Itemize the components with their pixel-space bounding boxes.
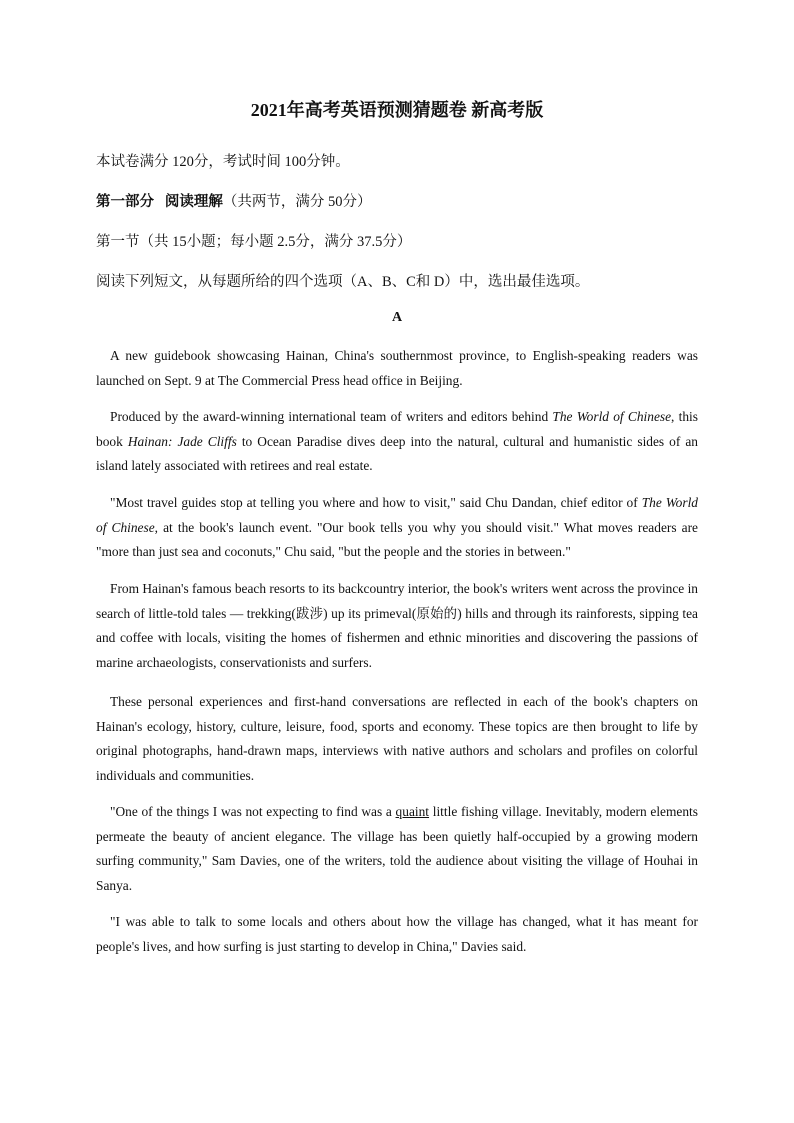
exam-info: 本试卷满分 120分，考试时间 100分钟。 <box>96 154 350 170</box>
underlined-word: quaint <box>395 804 430 819</box>
paragraph-7: "I was able to talk to some locals and others about how the village has changed, what it has meant for people's lives, and how surfing is just starting to develop in China," Davies said. <box>96 914 698 954</box>
paragraph-1: A new guidebook showcasing Hainan, China's southernmost province, to English-speaking readers was launched on Sept. 9 at The Commercial Press head office in Beijing. <box>96 348 698 388</box>
paragraph-2 <box>96 405 698 479</box>
page-title: 2021年高考英语预测猜题卷 新高考版 <box>250 100 544 120</box>
passage-letter: A <box>391 310 403 325</box>
paragraph-6 <box>96 800 698 898</box>
part-one-heading <box>96 190 716 211</box>
magazine-title: The World of Chinese <box>96 495 698 535</box>
part-one-detail: （共两节，满分 50分） <box>222 194 372 210</box>
paragraph-3 <box>96 491 698 565</box>
instructions: 阅读下列短文，从每题所给的四个选项（A、B、C和 D）中，选出最佳选项。 <box>96 274 590 290</box>
part-one-label: 第一部分 <box>96 194 154 210</box>
paragraph-2-text: Produced by the award-winning international team of writers and editors behind <box>110 409 553 424</box>
paragraph-2-text: to Ocean Paradise dives deep into the natural, cultural and humanistic sides of an island lately associated with retirees and real estate. <box>96 433 698 473</box>
magazine-title: The World of Chinese <box>552 409 672 424</box>
paragraph-2-text: , this book <box>96 409 698 449</box>
section-one-heading: 第一节（共 15小题；每小题 2.5分，满分 37.5分） <box>96 234 412 250</box>
paragraph-6-text: "One of the things I was not expecting to find was a <box>110 804 396 819</box>
paragraph-5: These personal experiences and first-hand conversations are reflected in each of the book's chapters on Hainan's ecology, history, culture, leisure, food, sports and economy. These topics are then brought to life by original photographs, hand-drawn maps, interviews with native authors and scholars and profiles on colorful individuals and communities. <box>96 694 698 783</box>
paragraph-3-text: "Most travel guides stop at telling you where and how to visit," said Chu Dandan, chief editor of <box>110 495 642 510</box>
book-title: Hainan: Jade Cliffs <box>127 433 237 449</box>
paragraph-3-text: , at the book's launch event. "Our book tells you why you should visit." What moves readers are "more than just sea and coconuts," Chu said, "but the people and the stories in between." <box>96 519 699 559</box>
paragraph-6-text: little fishing village. Inevitably, modern elements permeate the beauty of ancient elegance. The village has been quietly half-occupied by a growing modern surfing community," Sam Davies, one of the writers, told the audience about visiting the village of Houhai in Sanya. <box>96 804 698 893</box>
part-one-name: 阅读理解 <box>164 194 223 210</box>
paragraph-4: From Hainan's famous beach resorts to its backcountry interior, the book's writers went across the province in search of little-told tales — trekking(跋涉) up its primeval(原始的) hills and through its rainforests, sipping tea and coffee with locals, visiting the homes of fishermen and ethnic minorities and discovering the passions of marine archaeologists, conservationists and surfers. <box>96 581 698 670</box>
